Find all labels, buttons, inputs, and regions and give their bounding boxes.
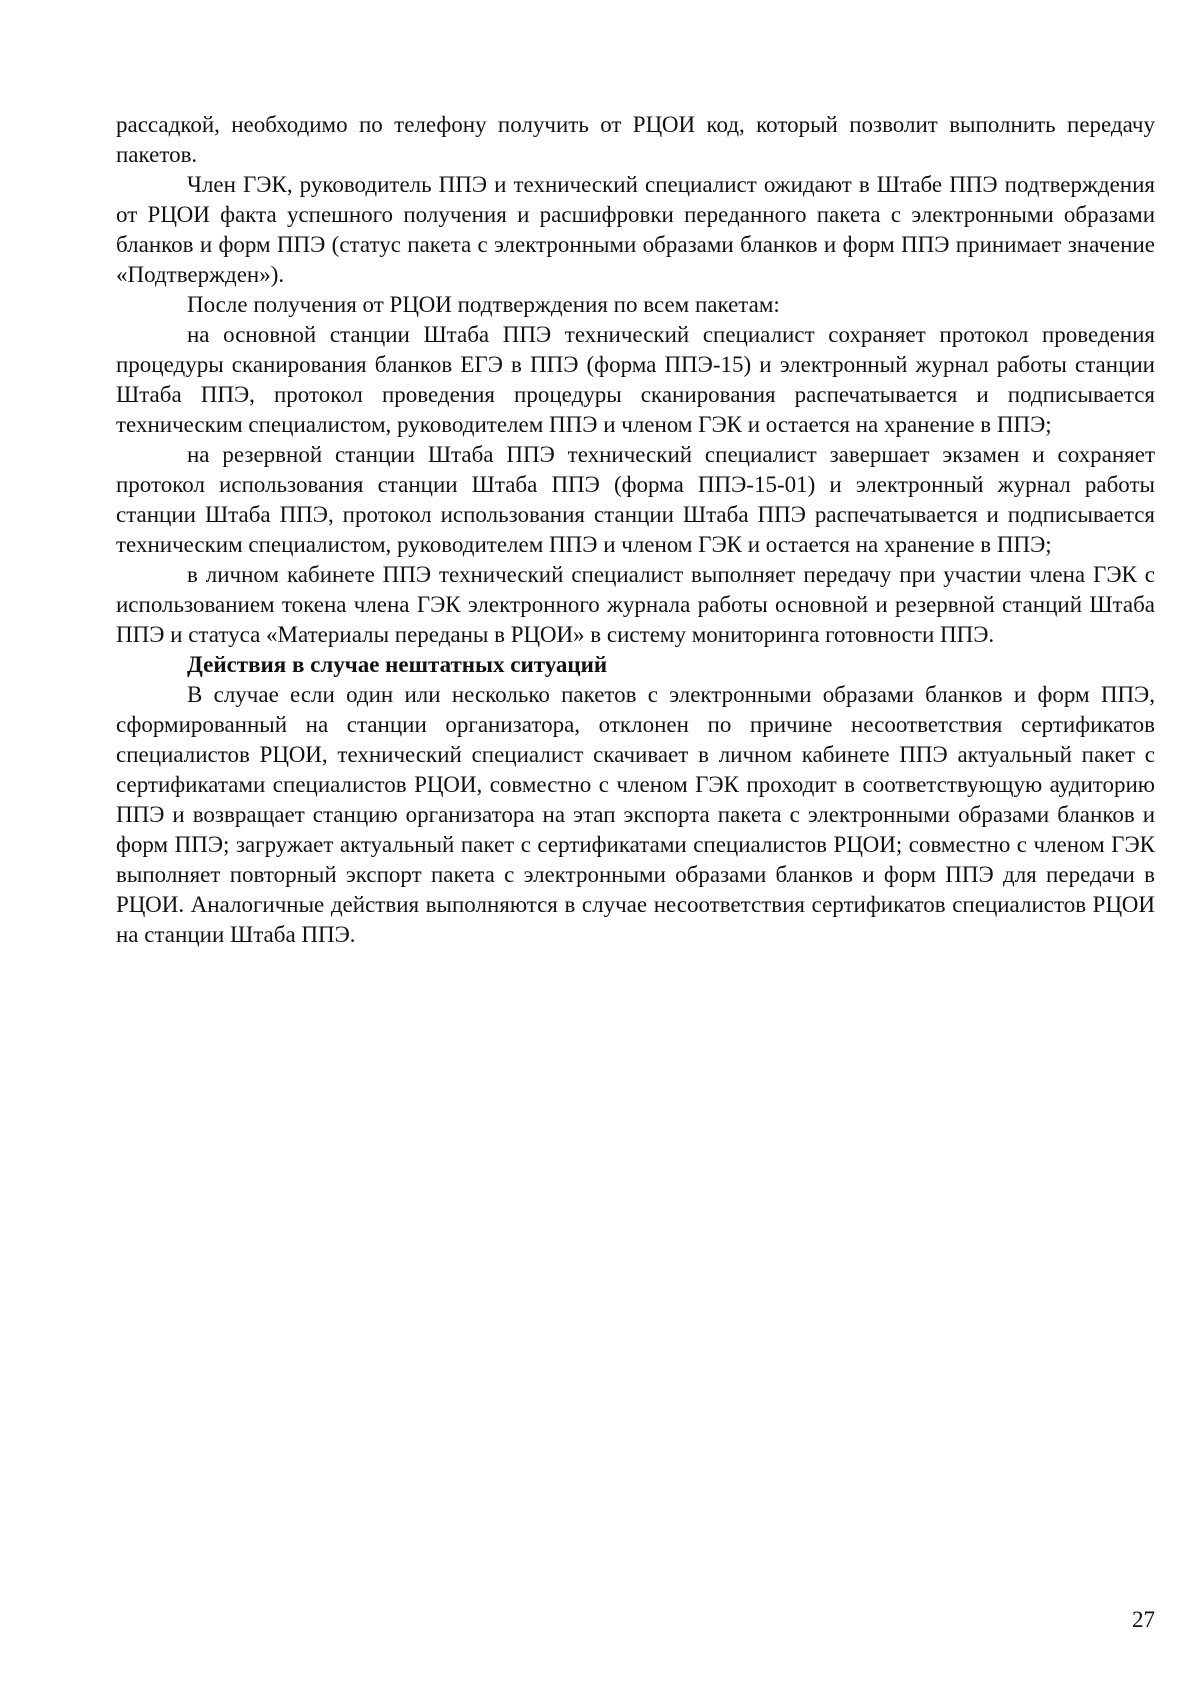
paragraph-3: После получения от РЦОИ подтверждения по всем пакетам:	[187, 292, 780, 317]
paragraph-2: Член ГЭК, руководитель ППЭ и технический специалист ожидают в Штабе ППЭ подтверждения от РЦОИ факта успешного получения и расшифровки переданного пакета с электронными образами бланков и форм ППЭ (статус пакета с электронными образами бланков и форм ППЭ принимает значение «Подтвержден»).	[116, 172, 1155, 287]
paragraph-6: в личном кабинете ППЭ технический специалист выполняет передачу при участии члена ГЭК с использованием токена члена ГЭК электронного журнала работы основной и резервной станций Штаба ППЭ и статуса «Материалы переданы в РЦОИ» в систему мониторинга готовности ППЭ.	[116, 562, 1155, 647]
page-number: 27	[1132, 1607, 1155, 1632]
paragraph-5: на резервной станции Штаба ППЭ технический специалист завершает экзамен и сохраняет протокол использования станции Штаба ППЭ (форма ППЭ-15-01) и электронный журнал работы станции Штаба ППЭ, протокол использования станции Штаба ППЭ распечатывается и подписывается техническим специалистом, руководителем ППЭ и членом ГЭК и остается на хранение в ППЭ;	[116, 442, 1155, 557]
paragraph-4: на основной станции Штаба ППЭ технический специалист сохраняет протокол проведения процедуры сканирования бланков ЕГЭ в ППЭ (форма ППЭ-15) и электронный журнал работы станции Штаба ППЭ, протокол проведения процедуры сканирования распечатывается и подписывается техническим специалистом, руководителем ППЭ и членом ГЭК и остается на хранение в ППЭ;	[116, 322, 1155, 437]
document-page	[116, 110, 1155, 950]
paragraph-1: рассадкой, необходимо по телефону получить от РЦОИ код, который позволит выполнить передачу пакетов.	[116, 112, 1155, 167]
section-heading: Действия в случае нештатных ситуаций	[187, 652, 608, 677]
section-paragraph-1: В случае если один или несколько пакетов с электронными образами бланков и форм ППЭ, сформированный на станции организатора, отклонен по причине несоответствия сертификатов специалистов РЦОИ, технический специалист скачивает в личном кабинете ППЭ актуальный пакет с сертификатами специалистов РЦОИ, совместно с членом ГЭК проходит в соответствующую аудиторию ППЭ и возвращает станцию организатора на этап экспорта пакета с электронными образами бланков и форм ППЭ; загружает актуальный пакет с сертификатами специалистов РЦОИ; совместно с членом ГЭК выполняет повторный экспорт пакета с электронными образами бланков и форм ППЭ для передачи в РЦОИ. Аналогичные действия выполняются в случае несоответствия сертификатов специалистов РЦОИ на станции Штаба ППЭ.	[116, 682, 1155, 947]
